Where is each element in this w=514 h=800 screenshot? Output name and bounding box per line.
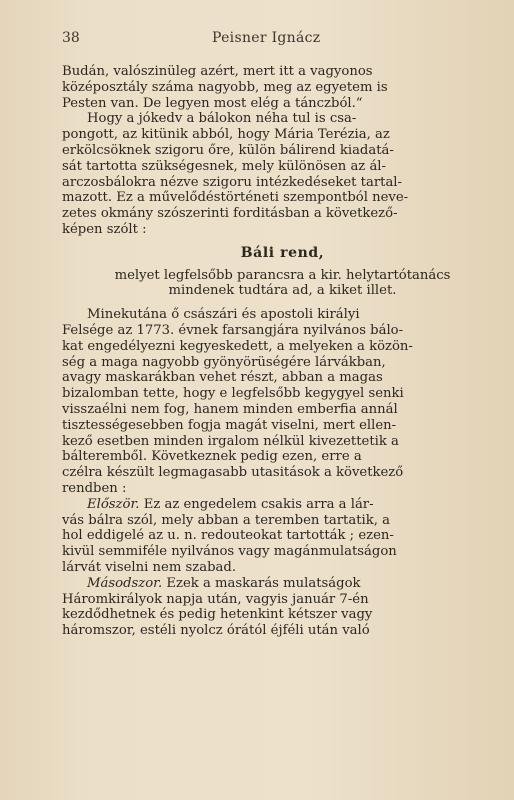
text-line: arczosbálokra nézve szigoru intézkedéseket tartal- [62, 174, 402, 190]
line-rest: Ez az engedelem csakis arra a lár- [139, 496, 374, 512]
running-title: Peisner Ignácz [212, 30, 321, 46]
text-line: Felsége az 1773. évnek farsangjára nyilvános bálo- [62, 322, 404, 338]
text-line: Pesten van. De legyen most elég a tánczból.“ [62, 95, 363, 111]
text-line: kezdődhetnek és pedig hetenkint kétszer vagy [62, 607, 373, 623]
page-body [62, 64, 503, 639]
text-line [62, 576, 503, 592]
text-line: zetes okmány szószerinti forditásban a következő- [62, 206, 398, 222]
text-line: mindenek tudtára ad, a kiket illet. [168, 283, 397, 299]
text-line: kező esetben minden irgalom nélkül kivezettetik a [62, 433, 399, 449]
page-header [62, 30, 472, 50]
text-line: ség a maga nagyobb gyönyörüségére lárvákban, [62, 354, 386, 370]
text-line: visszaélni nem fog, hanem minden emberfia annál [62, 401, 398, 417]
text-line: kivül semmiféle nyilvános vagy magánmulatságon [62, 544, 397, 560]
section-heading: Báli rend, [240, 244, 325, 261]
text-line: rendben : [62, 480, 127, 496]
text-line: kat engedélyezni kegyeskedett, a melyeken a közön- [62, 338, 413, 354]
text-line: erkölcsöknek szigoru őre, külön bálirend kiadatá- [62, 142, 394, 158]
text-line: Minekutána ő császári és apostoli királyi [87, 307, 360, 323]
text-line: Hogy a jókedv a bálokon néha tul is csa- [87, 111, 357, 127]
text-line: vás bálra szól, mely abban a teremben tartatik, a [62, 512, 390, 528]
page-number: 38 [62, 30, 80, 46]
text-line: képen szólt : [62, 221, 147, 237]
text-line: tisztességesebben fogja magát viselni, mert ellen- [62, 417, 397, 433]
text-line: mazott. Ez a művelődéstörténeti szempontból neve- [62, 190, 409, 206]
text-line: melyet legfelsőbb parancsra a kir. helytartótanács [114, 267, 451, 283]
text-line: középosztály száma nagyobb, meg az egyetem is [62, 79, 388, 95]
text-line: czélra készült legmagasabb utasitások a következő [62, 465, 404, 481]
text-line: bizalomban tette, hogy e legfelsőbb kegygyel senki [62, 386, 404, 402]
text-line: sát tartotta szükségesnek, mely különösen az ál- [62, 158, 386, 174]
text-line: Budán, valószinüleg azért, mert itt a vagyonos [62, 64, 373, 79]
text-line: avagy maskarákban vehet részt, abban a magas [62, 370, 383, 386]
italic-lead: Másodszor. [87, 575, 163, 591]
text-line: bálteremből. Következnek pedig ezen, erre a [62, 449, 362, 465]
text-line: pongott, az kitünik abból, hogy Mária Terézia, az [62, 127, 390, 143]
text-line: lárvát viselni nem szabad. [62, 559, 237, 575]
text-line: háromszor, estéli nyolcz órától éjféli után való [62, 623, 370, 639]
italic-lead: Először. [87, 496, 140, 512]
line-rest: Ezek a maskarás mulatságok [162, 575, 361, 591]
text-line: Háromkirályok napja után, vagyis január 7-én [62, 591, 369, 607]
text-line [62, 497, 503, 513]
text-line: hol eddigelé az u. n. redouteokat tartották ; ezen- [62, 528, 394, 544]
